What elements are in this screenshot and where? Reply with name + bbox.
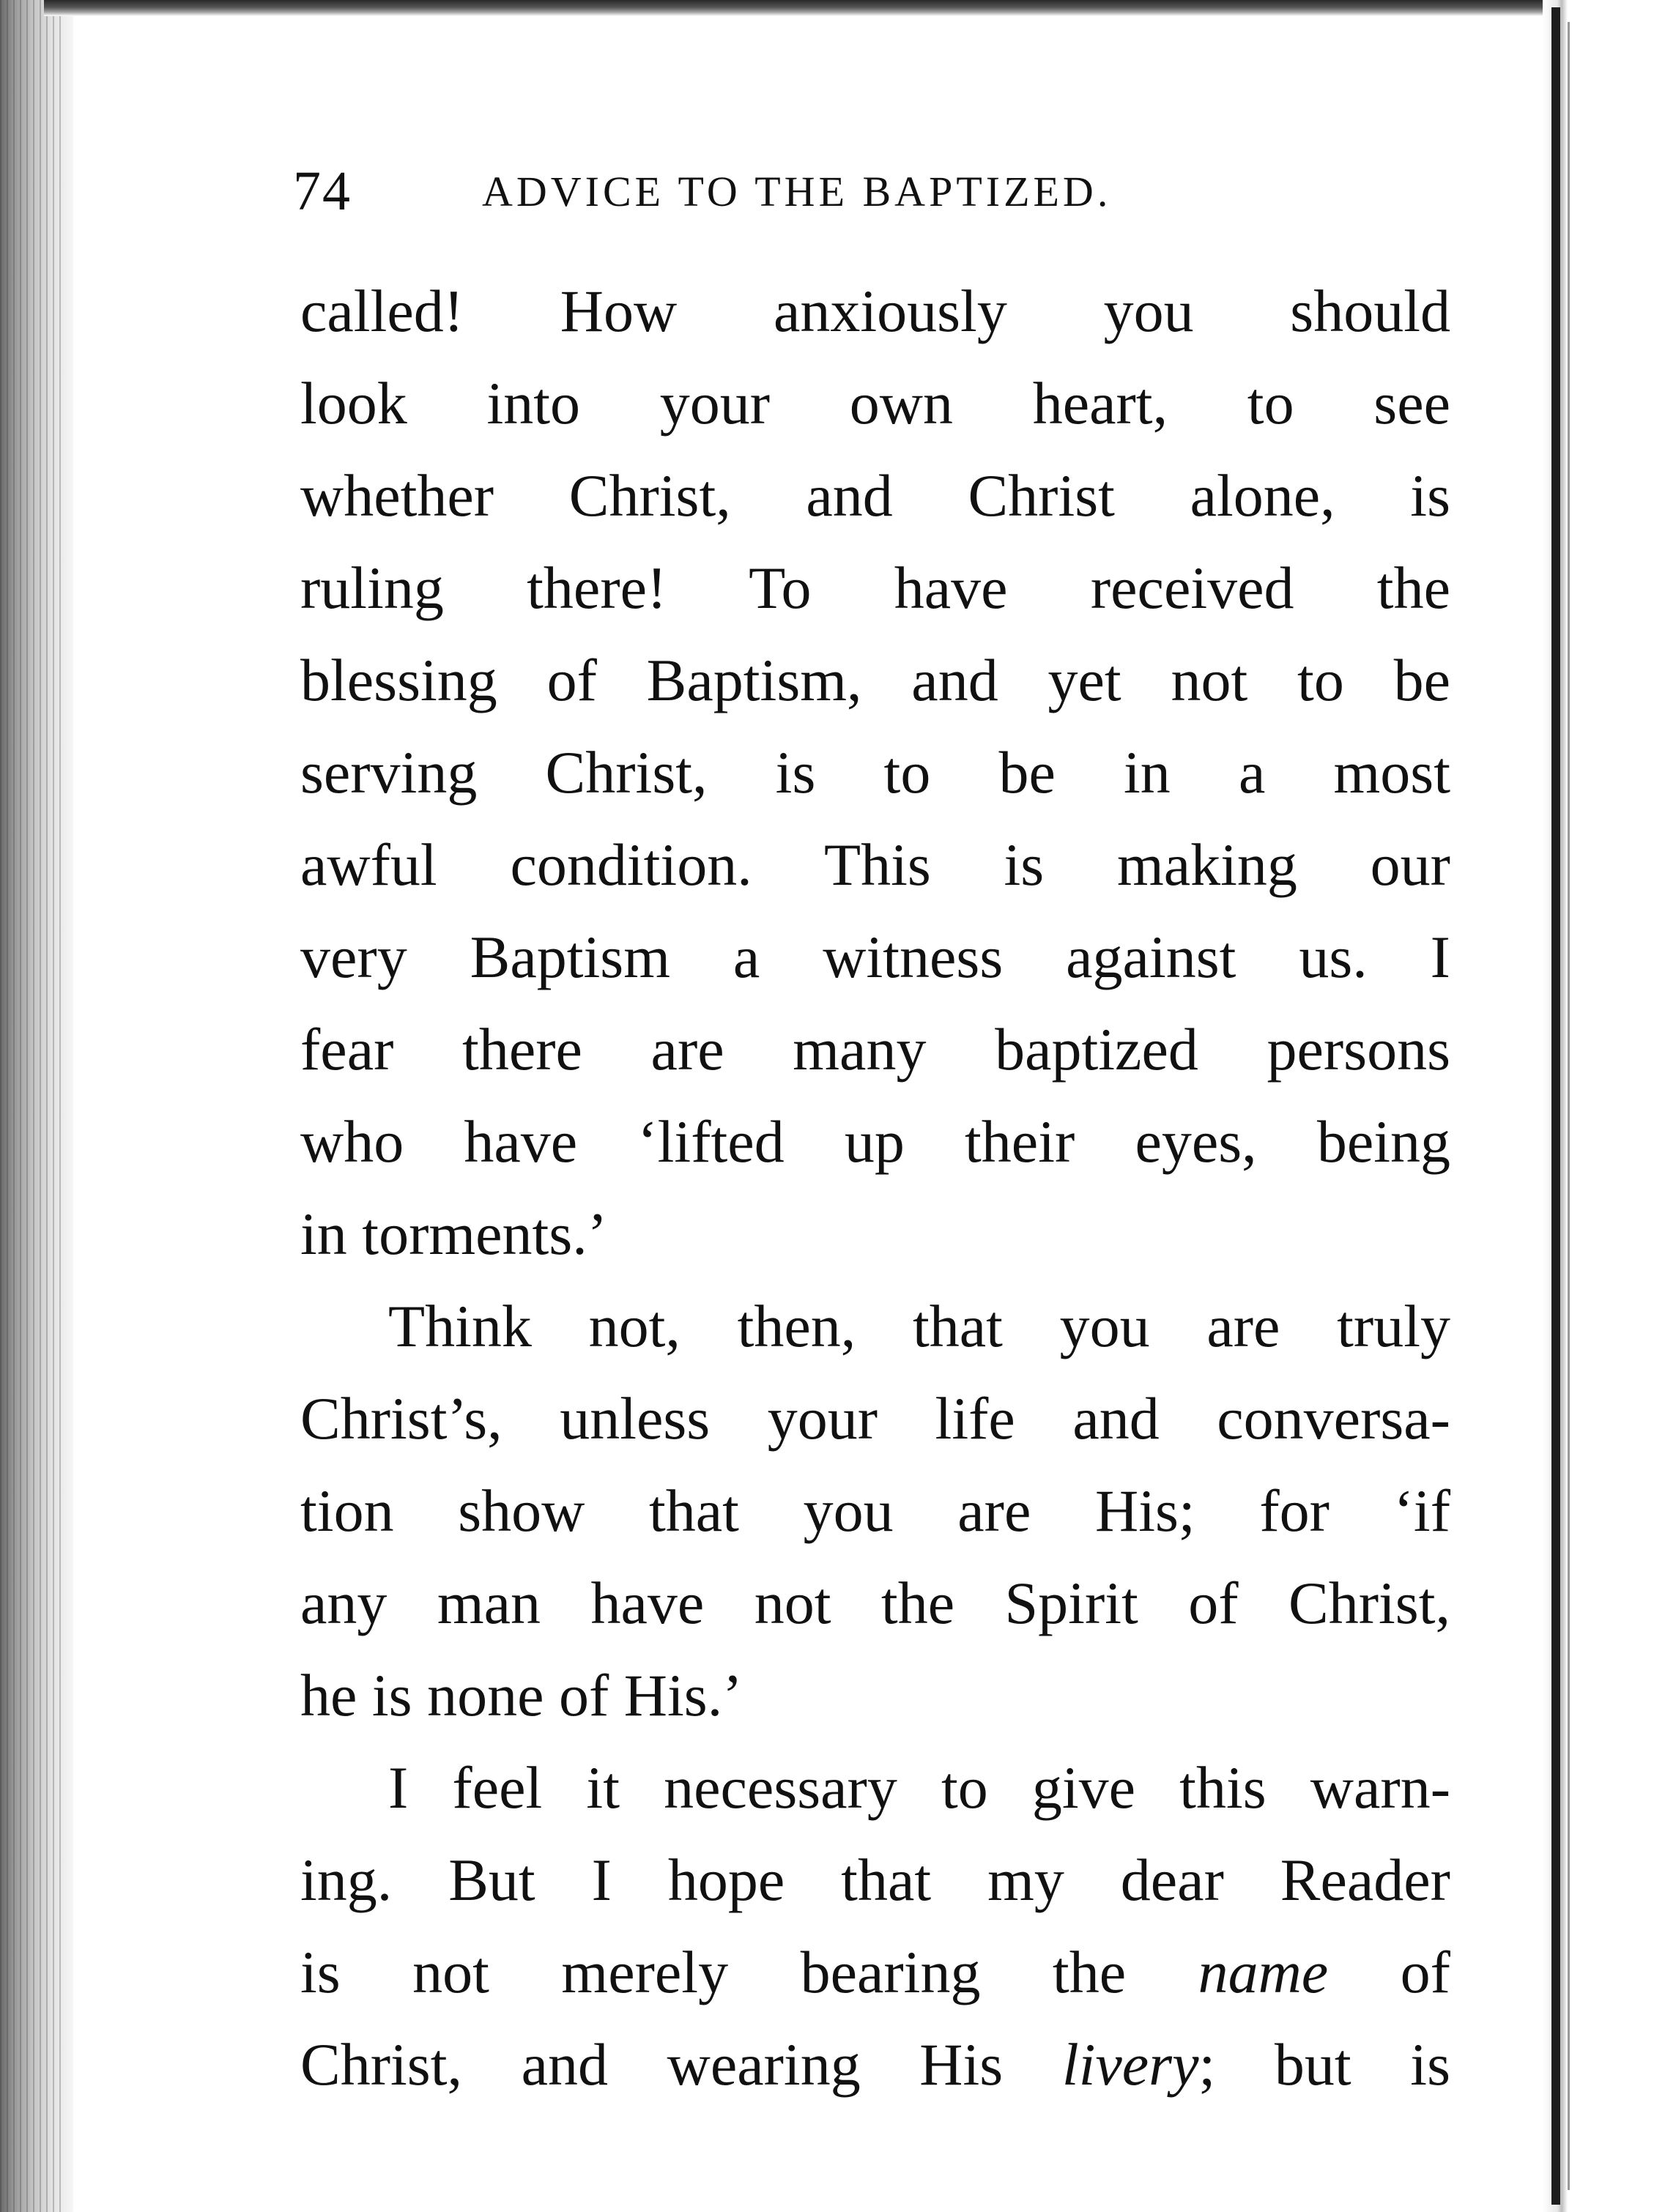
text-line: whether Christ, and Christ alone, is (300, 462, 1450, 529)
text-line: Christ’s, unless your life and conversa- (300, 1385, 1450, 1452)
page-stack-lines (0, 0, 66, 2212)
text-run: ; but is (1198, 2031, 1450, 2098)
text-line: in torments.’ (300, 1200, 608, 1267)
paragraph-2 (300, 1280, 1450, 1742)
text-line: who have ‘lifted up their eyes, being (300, 1108, 1450, 1175)
text-line: serving Christ, is to be in a most (300, 739, 1450, 806)
page-right-edge (1543, 0, 1665, 2212)
text-line: ruling there! To have received the (300, 554, 1450, 621)
text-line: tion show that you are His; for ‘if (300, 1477, 1450, 1544)
text-line: Think not, then, that you are truly (388, 1293, 1450, 1359)
text-line: I feel it necessary to give this warn- (388, 1754, 1450, 1821)
page-top-edge (44, 0, 1553, 16)
page-right-border (1551, 7, 1560, 2205)
paragraph-1 (300, 265, 1450, 1280)
text-run: of (1328, 1939, 1450, 2005)
text-line: fear there are many baptized persons (300, 1016, 1450, 1083)
text-line: blessing of Baptism, and yet not to be (300, 647, 1450, 713)
text-line: look into your own heart, to see (300, 370, 1450, 437)
italic-word: name (1198, 1939, 1329, 2005)
text-run: is not merely bearing the (300, 1939, 1198, 2005)
running-title: ADVICE TO THE BAPTIZED. (482, 168, 1112, 215)
text-line: he is none of His.’ (300, 1662, 743, 1729)
page-right-shadow (1568, 22, 1570, 2190)
text-line: awful condition. This is making our (300, 831, 1450, 898)
italic-word: livery (1061, 2031, 1199, 2098)
page-body (300, 265, 1450, 2111)
page-number: 74 (293, 160, 352, 222)
text-line: very Baptism a witness against us. I (300, 924, 1450, 990)
text-run: Christ, and wearing His (300, 2031, 1062, 2098)
text-line: any man have not the Spirit of Christ, (300, 1570, 1450, 1636)
text-line-with-italic (300, 1926, 1450, 2019)
text-line: ing. But I hope that my dear Reader (300, 1847, 1450, 1913)
text-line: called! How anxiously you should (300, 278, 1450, 344)
paragraph-3 (300, 1742, 1450, 2111)
text-line-with-italic (300, 2019, 1450, 2111)
